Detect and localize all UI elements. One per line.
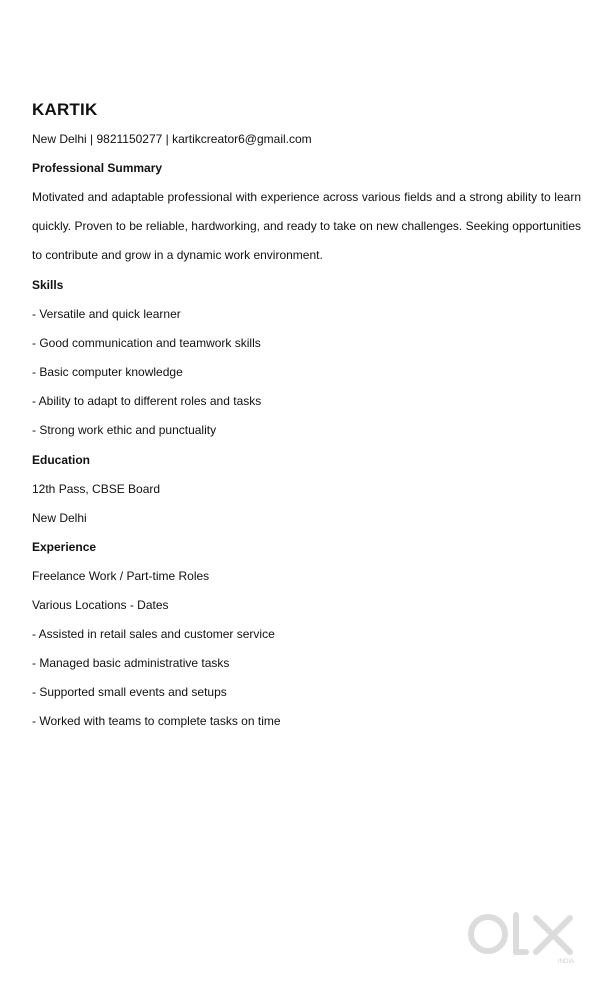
skills-heading: Skills	[32, 278, 64, 292]
summary-text: Motivated and adaptable professional with experience across various fields and a strong ability to learn quickly. Proven to be reliable, hardworking, and ready to take on new challenges. Seeking opportunities to contribute and grow in a dynamic work environment.	[32, 190, 581, 262]
education-line: New Delhi	[32, 511, 87, 525]
experience-item: - Managed basic administrative tasks	[32, 656, 230, 670]
olx-watermark-logo	[466, 910, 578, 966]
education-heading: Education	[32, 453, 91, 467]
skill-item: - Basic computer knowledge	[32, 365, 183, 379]
experience-role: Freelance Work / Part-time Roles	[32, 569, 210, 583]
skill-item: - Versatile and quick learner	[32, 307, 181, 321]
skill-item: - Strong work ethic and punctuality	[32, 423, 217, 437]
experience-item: - Assisted in retail sales and customer service	[32, 627, 275, 641]
skill-item: - Good communication and teamwork skills	[32, 336, 261, 350]
candidate-name: KARTIK	[32, 100, 98, 119]
skill-item: - Ability to adapt to different roles and tasks	[32, 394, 262, 408]
experience-item: - Supported small events and setups	[32, 685, 227, 699]
summary-heading: Professional Summary	[32, 161, 163, 175]
experience-item: - Worked with teams to complete tasks on time	[32, 714, 281, 728]
contact-line: New Delhi | 9821150277 | kartikcreator6@gmail.com	[32, 132, 312, 146]
experience-location: Various Locations - Dates	[32, 598, 169, 612]
experience-heading: Experience	[32, 540, 97, 554]
education-line: 12th Pass, CBSE Board	[32, 482, 161, 496]
olx-india-label: INDIA	[558, 959, 575, 965]
